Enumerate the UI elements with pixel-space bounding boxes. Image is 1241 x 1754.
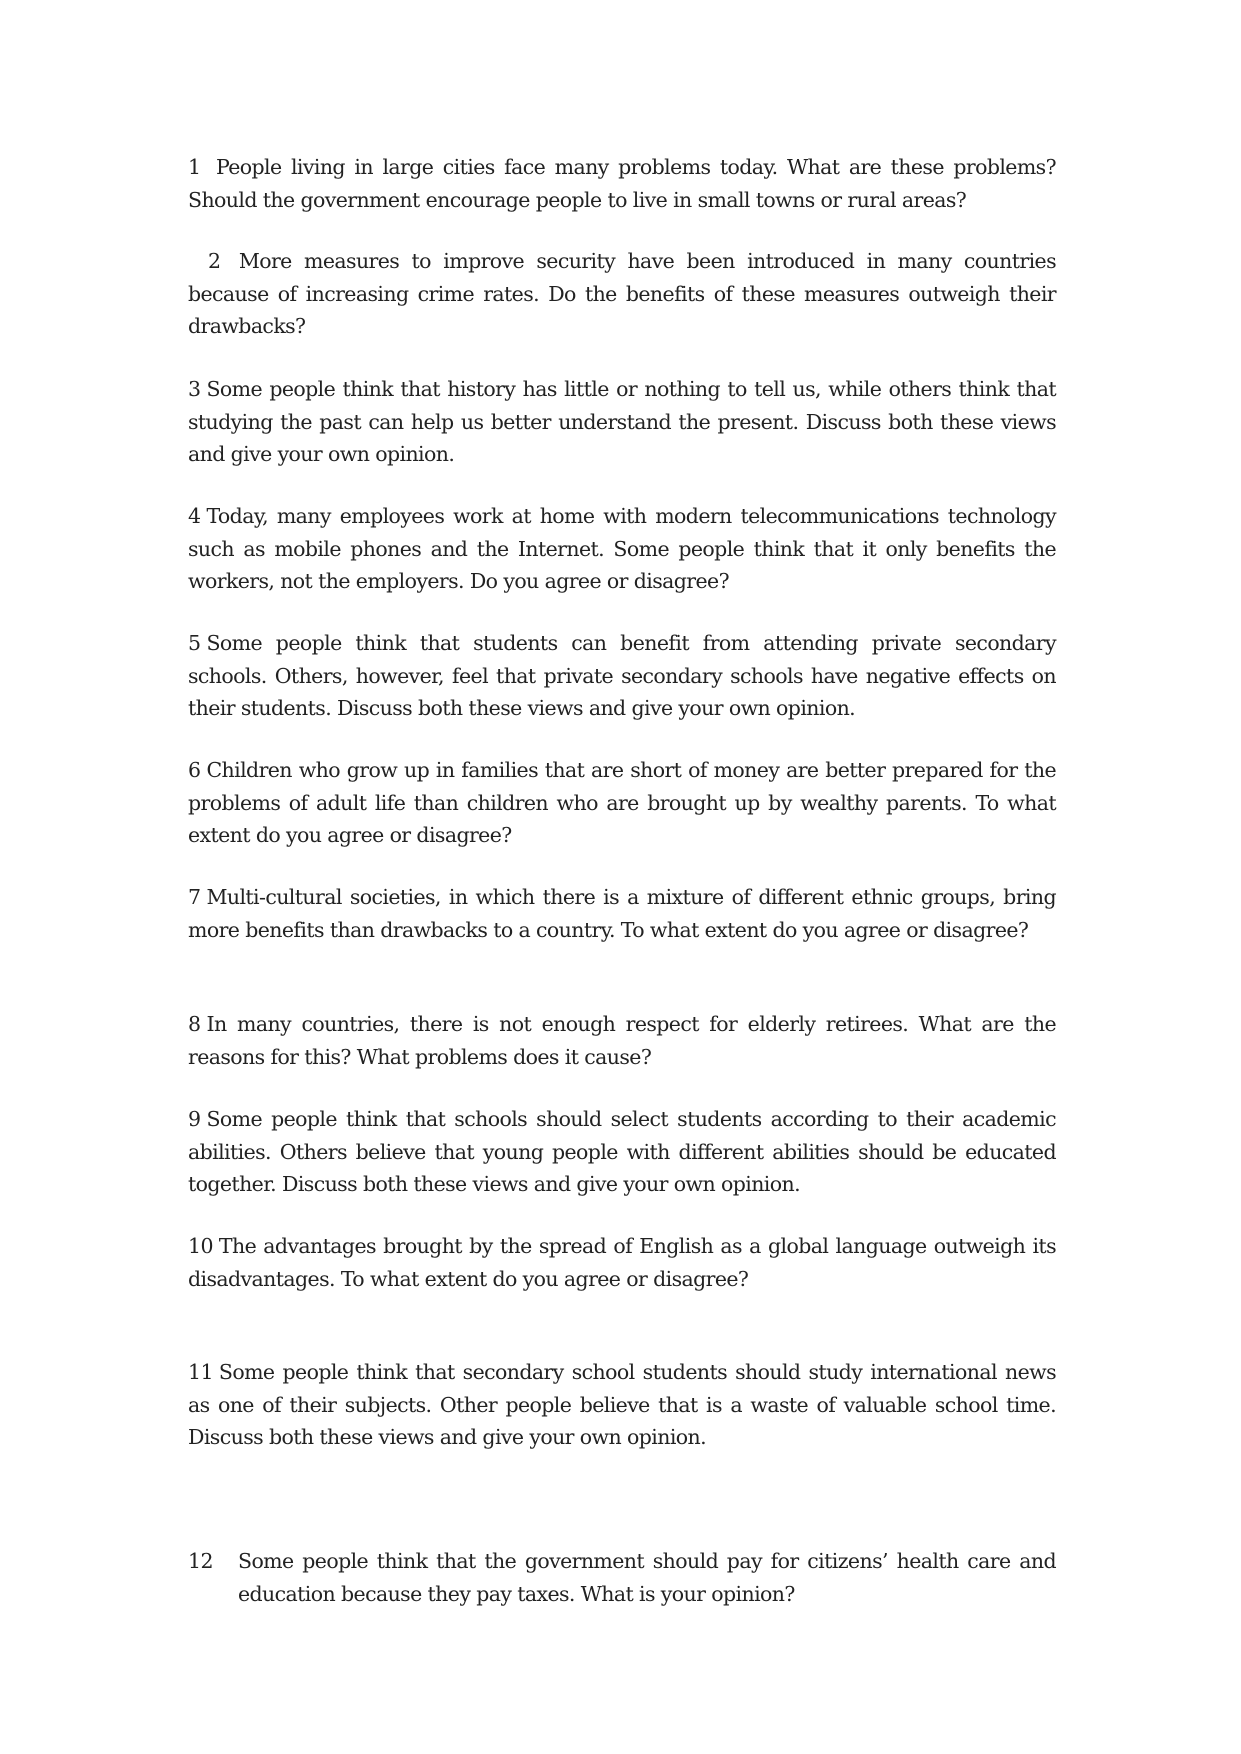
question-number: 2: [208, 249, 221, 273]
question-number: 1: [188, 155, 201, 179]
question-5: [188, 627, 1056, 725]
question-number: 9: [188, 1107, 201, 1131]
question-text: Children who grow up in families that are short of money are better prepared for the problems of adult life than children who are brought up by wealthy parents. To what extent do you agree or disagree?: [188, 758, 1056, 847]
question-10: [188, 1230, 1056, 1295]
question-text: In many countries, there is not enough respect for elderly retirees. What are the reasons for this? What problems does it cause?: [188, 1012, 1056, 1069]
question-number: 11: [188, 1360, 213, 1384]
question-number: 10: [188, 1234, 213, 1258]
question-number: 4: [188, 504, 201, 528]
question-text: Some people think that secondary school students should study international news as one of their subjects. Other people believe that is a waste of valuable school time. Discuss both these views and give your own opinion.: [188, 1360, 1056, 1449]
question-number: 5: [188, 631, 201, 655]
question-1: [188, 151, 1056, 216]
question-number: 8: [188, 1012, 201, 1036]
question-text: Multi-cultural societies, in which there is a mixture of different ethnic groups, bring more benefits than drawbacks to a country. To what extent do you agree or disagree?: [188, 885, 1056, 942]
question-text: Some people think that schools should select students according to their academic abilities. Others believe that young people with different abilities should be educated together. Discuss both these views and give your own opinion.: [188, 1107, 1056, 1196]
question-text: Some people think that students can benefit from attending private secondary schools. Others, however, feel that private secondary schools have negative effects on their students. Discuss both these views and give your own opinion.: [188, 631, 1056, 720]
question-4: [188, 500, 1056, 598]
question-number: 12: [188, 1549, 213, 1573]
question-number: 6: [188, 758, 201, 782]
question-text: Today, many employees work at home with modern telecommunications technology such as mobile phones and the Internet. Some people think that it only benefits the workers, not the employers. Do you agree or disagree?: [188, 504, 1056, 593]
question-text: More measures to improve security have been introduced in many countries because of increasing crime rates. Do the benefits of these measures outweigh their drawbacks?: [188, 249, 1056, 338]
question-6: [188, 754, 1056, 852]
question-text: Some people think that the government should pay for citizens’ health care and education because they pay taxes. What is your opinion?: [238, 1549, 1056, 1606]
question-3: [188, 373, 1056, 471]
question-2: [188, 245, 1056, 343]
question-number: 7: [188, 885, 201, 909]
question-text: The advantages brought by the spread of English as a global language outweigh its disadvantages. To what extent do you agree or disagree?: [188, 1234, 1056, 1291]
question-8: [188, 1008, 1056, 1073]
question-text: Some people think that history has little or nothing to tell us, while others think that studying the past can help us better understand the present. Discuss both these views and give your own opinion.: [188, 377, 1056, 466]
question-7: [188, 881, 1056, 946]
question-12: [188, 1545, 1056, 1610]
question-number: 3: [188, 377, 201, 401]
question-11: [188, 1356, 1056, 1454]
question-9: [188, 1103, 1056, 1201]
question-text: People living in large cities face many problems today. What are these problems? Should the government encourage people to live in small towns or rural areas?: [188, 155, 1056, 212]
